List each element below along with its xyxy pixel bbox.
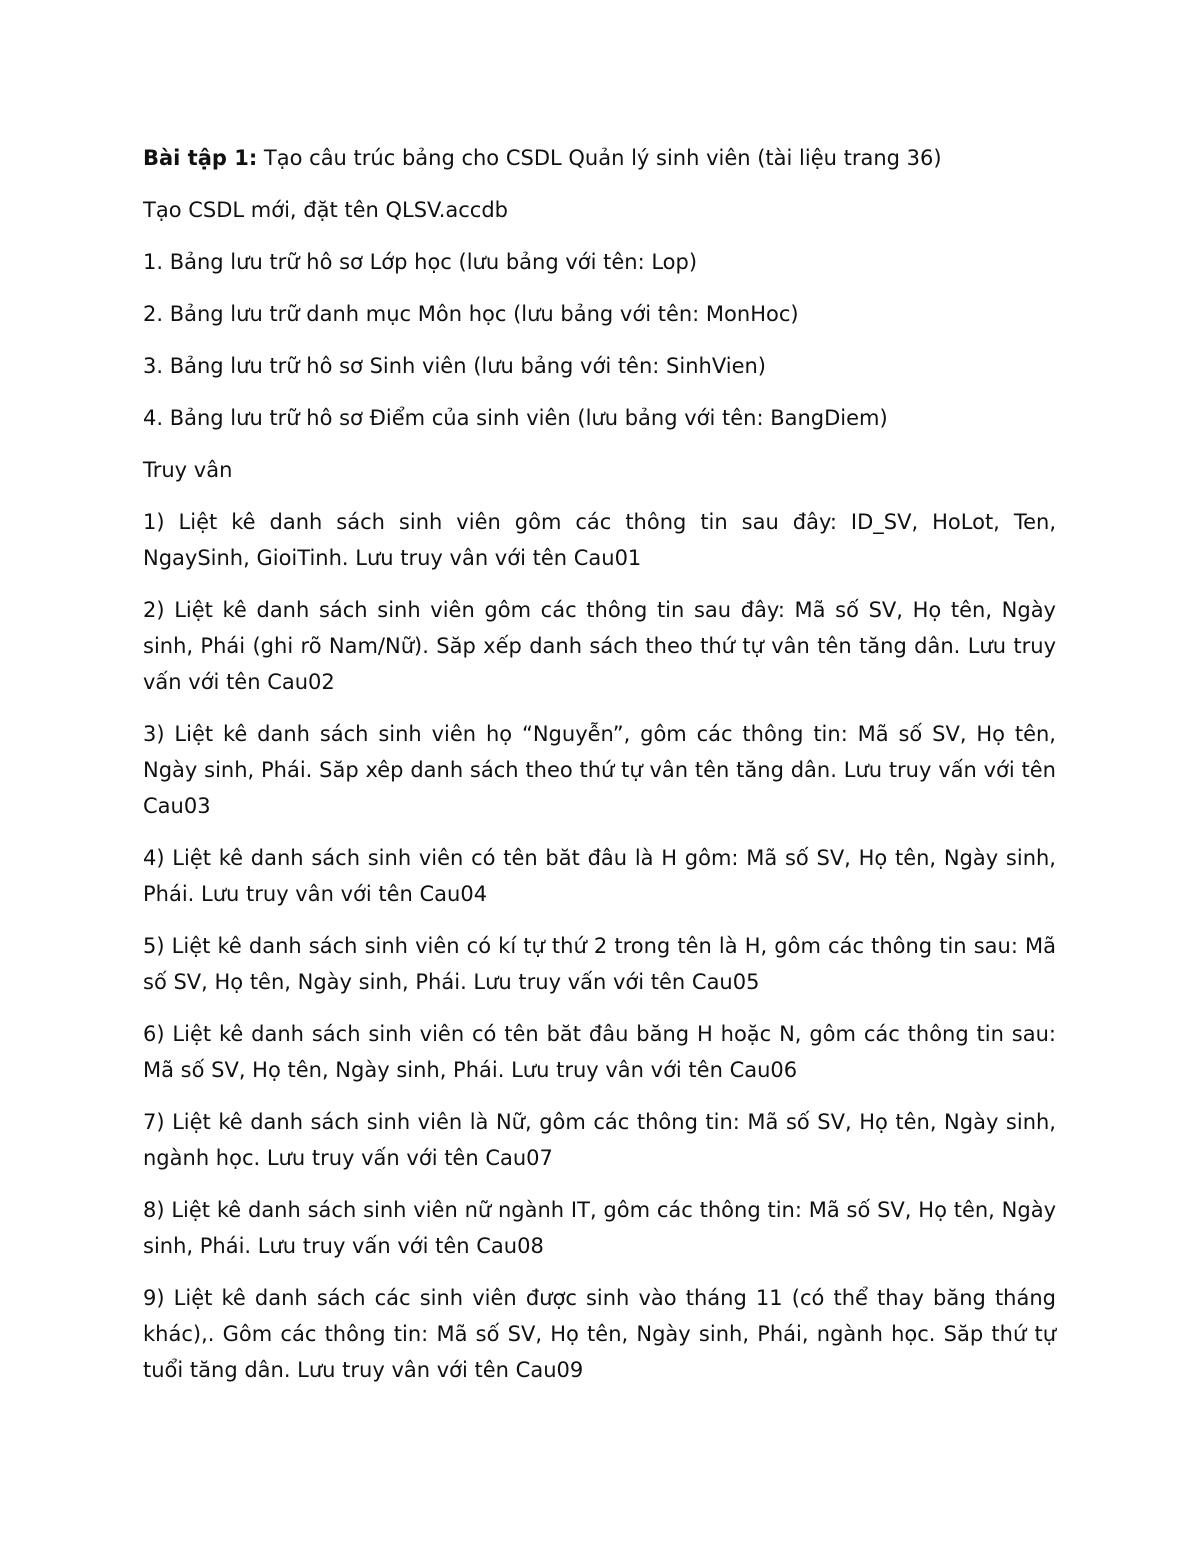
table-item-bangdiem: 4. Bảng lưu trữ hô sơ Điểm của sinh viên (lưu bảng với tên: BangDiem) bbox=[143, 406, 888, 430]
intro-line: Tạo CSDL mới, đặt tên QLSV.accdb bbox=[143, 198, 509, 222]
query-item-5: 5) Liệt kê danh sách sinh viên có kí tự thứ 2 trong tên là H, gôm các thông tin sau: Mã số SV, Họ tên, Ngày sinh, Phái. Lưu truy vấn với tên Cau05 bbox=[143, 934, 1056, 994]
exercise-title bbox=[143, 140, 1056, 176]
query-item-3: 3) Liệt kê danh sách sinh viên họ “Nguyễn”, gôm các thông tin: Mã số SV, Họ tên, Ngày sinh, Phái. Săp xêp danh sách theo thứ tự vân tên tăng dân. Lưu truy vấn với tên Cau03 bbox=[143, 722, 1056, 818]
table-item-sinhvien: 3. Bảng lưu trữ hô sơ Sinh viên (lưu bảng với tên: SinhVien) bbox=[143, 354, 766, 378]
query-heading: Truy vân bbox=[143, 458, 233, 482]
query-item-6: 6) Liệt kê danh sách sinh viên có tên băt đâu băng H hoặc N, gôm các thông tin sau: Mã số SV, Họ tên, Ngày sinh, Phái. Lưu truy vân với tên Cau06 bbox=[143, 1022, 1056, 1082]
exercise-title-text: Tạo câu trúc bảng cho CSDL Quản lý sinh viên (tài liệu trang 36) bbox=[257, 146, 942, 170]
query-item-2: 2) Liệt kê danh sách sinh viên gôm các thông tin sau đây: Mã số SV, Họ tên, Ngày sinh, Phái (ghi rõ Nam/Nữ). Săp xếp danh sách theo thứ tự vân tên tăng dân. Lưu truy vấn với tên Cau02 bbox=[143, 598, 1056, 694]
query-item-1: 1) Liệt kê danh sách sinh viên gôm các thông tin sau đây: ID_SV, HoLot, Ten, NgaySinh, GioiTinh. Lưu truy vân với tên Cau01 bbox=[143, 510, 1056, 570]
document-body bbox=[143, 140, 1056, 1404]
query-item-8: 8) Liệt kê danh sách sinh viên nữ ngành IT, gôm các thông tin: Mã số SV, Họ tên, Ngày sinh, Phái. Lưu truy vấn với tên Cau08 bbox=[143, 1198, 1056, 1258]
query-item-9: 9) Liệt kê danh sách các sinh viên được sinh vào tháng 11 (có thể thay băng tháng khác),. Gôm các thông tin: Mã số SV, Họ tên, Ngày sinh, Phái, ngành học. Săp thứ tự tuổi tăng dân. Lưu truy vân với tên Cau09 bbox=[143, 1286, 1056, 1382]
query-item-4: 4) Liệt kê danh sách sinh viên có tên băt đâu là H gôm: Mã số SV, Họ tên, Ngày sinh, Phái. Lưu truy vân với tên Cau04 bbox=[143, 846, 1056, 906]
exercise-label: Bài tập 1: bbox=[143, 146, 258, 170]
table-item-lop: 1. Bảng lưu trữ hô sơ Lớp học (lưu bảng với tên: Lop) bbox=[143, 250, 698, 274]
query-item-7: 7) Liệt kê danh sách sinh viên là Nữ, gôm các thông tin: Mã số SV, Họ tên, Ngày sinh, ngành học. Lưu truy vấn với tên Cau07 bbox=[143, 1110, 1056, 1170]
table-item-monhoc: 2. Bảng lưu trữ danh mục Môn học (lưu bảng với tên: MonHoc) bbox=[143, 302, 799, 326]
